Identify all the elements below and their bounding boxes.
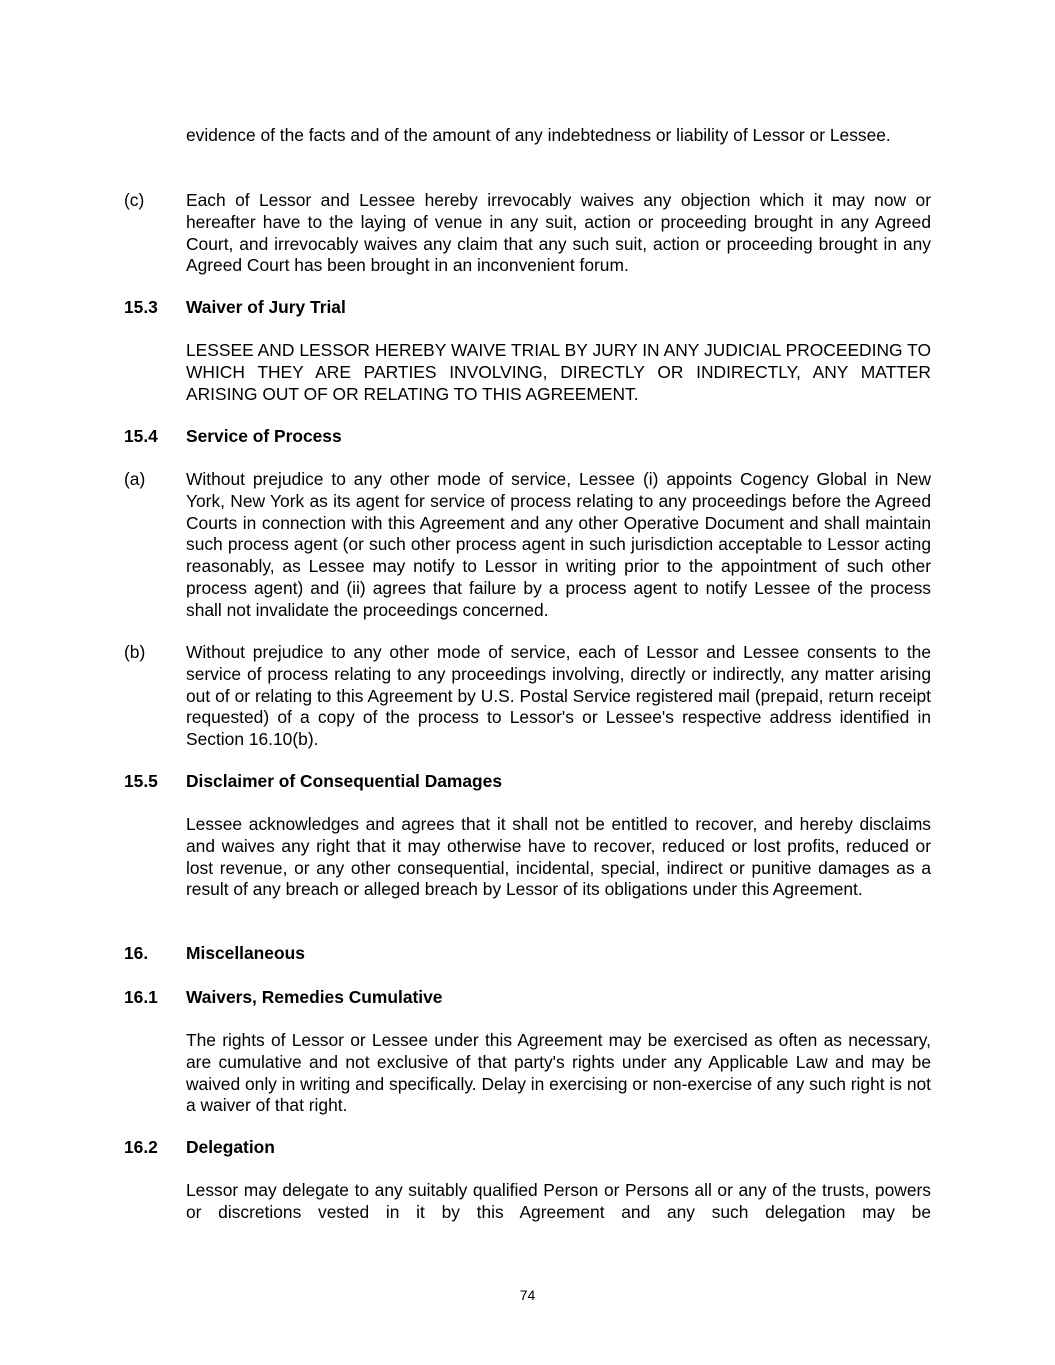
section-title: Service of Process xyxy=(186,426,342,446)
section-title: Waivers, Remedies Cumulative xyxy=(186,987,443,1007)
clause-c-text: Each of Lessor and Lessee hereby irrevocably waives any objection which it may now or hereafter have to the laying of venue in any suit, action or proceeding brought in any Agreed Court, and irrevocably waives any claim that any such suit, action or proceeding brought in any Agreed Court has been brought in an inconvenient forum. xyxy=(186,190,931,276)
section-15-3-text: LESSEE AND LESSOR HEREBY WAIVE TRIAL BY JURY IN ANY JUDICIAL PROCEEDING TO WHICH THEY ARE PARTIES INVOLVING, DIRECTLY OR INDIRECTLY, ANY MATTER ARISING OUT OF OR RELATING TO THIS AGREEMENT. xyxy=(186,340,931,404)
section-number: 16.2 xyxy=(124,1137,158,1157)
clause-b-text: Without prejudice to any other mode of service, each of Lessor and Lessee consents to the service of process relating to any proceedings involving, directly or indirectly, any matter arising out of or relating to this Agreement by U.S. Postal Service registered mail (prepaid, return receipt requested) of a copy of the process to Lessor's or Lessee's respective address identified in Section 16.10(b). xyxy=(186,642,931,750)
section-15-3-heading xyxy=(124,297,346,319)
section-15-5-heading xyxy=(124,771,502,793)
section-title: Delegation xyxy=(186,1137,275,1157)
section-15-4-heading xyxy=(124,426,342,448)
section-number: 16.1 xyxy=(124,987,158,1007)
page-number: 74 xyxy=(519,1287,536,1303)
section-number: 15.5 xyxy=(124,771,158,791)
continuation-paragraph: evidence of the facts and of the amount of any indebtedness or liability of Lessor or Lessee. xyxy=(186,125,891,145)
section-title: Miscellaneous xyxy=(186,943,305,963)
section-title: Waiver of Jury Trial xyxy=(186,297,346,317)
section-title: Disclaimer of Consequential Damages xyxy=(186,771,503,791)
section-16-1-text: The rights of Lessor or Lessee under this Agreement may be exercised as often as necessary, are cumulative and not exclusive of that party's rights under any Applicable Law and may be waived only in writing and specifically. Delay in exercising or non-exercise of any such right is not a waiver of that right. xyxy=(186,1030,931,1116)
clause-b-label: (b) xyxy=(124,642,146,662)
section-16-2-text: Lessor may delegate to any suitably qualified Person or Persons all or any of the trusts, powers or discretions vested in it by this Agreement and any such delegation may be xyxy=(186,1180,931,1222)
clause-c-label: (c) xyxy=(124,190,145,210)
section-number: 15.4 xyxy=(124,426,158,446)
section-15-5-text: Lessee acknowledges and agrees that it shall not be entitled to recover, and hereby disclaims and waives any right that it may otherwise have to recover, reduced or lost profits, reduced or lost revenue, or any other consequential, incidental, special, indirect or punitive damages as a result of any breach or alleged breach by Lessor of its obligations under this Agreement. xyxy=(186,814,931,900)
clause-a-text: Without prejudice to any other mode of service, Lessee (i) appoints Cogency Global in New York, New York as its agent for service of process relating to any proceedings before the Agreed Courts in connection with this Agreement and any other Operative Document and shall maintain such process agent (or such other process agent in such jurisdiction acceptable to Lessor acting reasonably, as Lessee may notify to Lessor in writing prior to the appointment of such other process agent) and (ii) agrees that failure by a process agent to notify Lessee of the process shall not invalidate the proceedings concerned. xyxy=(186,469,931,620)
clause-a-label: (a) xyxy=(124,469,146,489)
section-number: 15.3 xyxy=(124,297,158,317)
section-16-2-heading xyxy=(124,1137,275,1159)
section-16-heading xyxy=(124,943,305,965)
section-number: 16. xyxy=(124,943,149,963)
section-16-1-heading xyxy=(124,987,442,1009)
